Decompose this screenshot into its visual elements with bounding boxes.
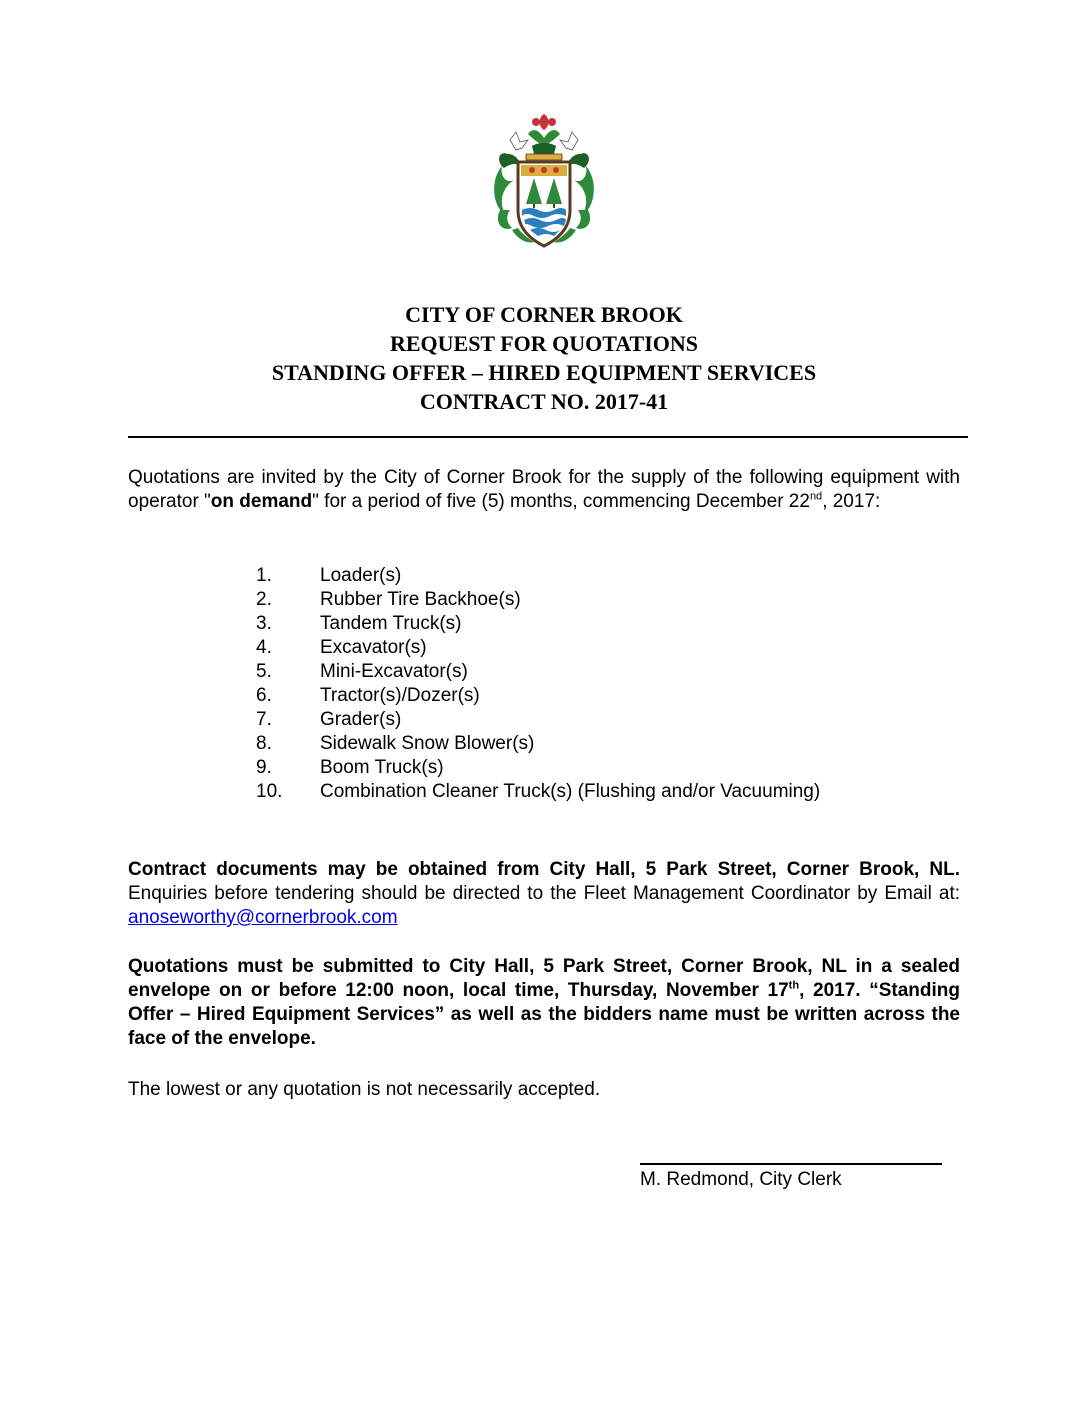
title-line-rfq: REQUEST FOR QUOTATIONS xyxy=(389,331,699,356)
documents-paragraph xyxy=(128,858,960,930)
list-item-number: 3. xyxy=(256,613,272,634)
list-item-number: 4. xyxy=(256,637,272,658)
intro-paragraph xyxy=(128,466,960,514)
submission-text-2: , 2017. “Standing Offer – Hired Equipment Services” as well as the bidders name must be written across the face of the envelope. xyxy=(128,980,960,1049)
crest-left-mantling xyxy=(494,166,514,216)
list-item-text: Sidewalk Snow Blower(s) xyxy=(320,733,535,754)
city-crest-logo xyxy=(488,110,600,252)
list-item-number: 1. xyxy=(256,565,272,586)
intro-text-1: Quotations are invited by the City of Corner Brook for the supply of the following equipment with operator " xyxy=(128,467,960,512)
list-item-number: 8. xyxy=(256,733,272,754)
list-item-text: Mini-Excavator(s) xyxy=(320,661,468,682)
intro-on-demand: on demand xyxy=(210,491,313,512)
crest-left-flower xyxy=(510,132,528,150)
submission-sup: th xyxy=(788,979,800,992)
disclaimer-text: The lowest or any quotation is not necessarily accepted. xyxy=(128,1079,601,1100)
list-item-number: 5. xyxy=(256,661,272,682)
list-item-text: Tractor(s)/Dozer(s) xyxy=(320,685,480,706)
documents-bold-text: Contract documents may be obtained from City Hall, 5 Park Street, Corner Brook, NL. xyxy=(128,859,960,880)
title-block xyxy=(128,300,960,416)
signature-line xyxy=(640,1163,942,1165)
intro-text-3: , 2017: xyxy=(822,491,881,512)
list-item-text: Rubber Tire Backhoe(s) xyxy=(320,589,521,610)
list-item-text: Grader(s) xyxy=(320,709,402,730)
list-item-text: Excavator(s) xyxy=(320,637,427,658)
list-item-text: Boom Truck(s) xyxy=(320,757,444,778)
title-line-city: CITY OF CORNER BROOK xyxy=(405,302,683,327)
title-line-contract-no: CONTRACT NO. 2017-41 xyxy=(419,389,669,414)
list-item-text: Tandem Truck(s) xyxy=(320,613,462,634)
list-item-text: Combination Cleaner Truck(s) (Flushing and/or Vacuuming) xyxy=(320,781,821,802)
list-item-number: 6. xyxy=(256,685,272,706)
signature-name: M. Redmond, City Clerk xyxy=(640,1169,842,1190)
list-item-number: 10. xyxy=(256,781,283,802)
title-line-standing-offer: STANDING OFFER – HIRED EQUIPMENT SERVICES xyxy=(271,360,817,385)
list-item-text: Loader(s) xyxy=(320,565,402,586)
title-divider xyxy=(128,436,968,438)
list-item-number: 9. xyxy=(256,757,272,778)
enquiries-email-link[interactable]: anoseworthy@cornerbrook.com xyxy=(128,907,398,928)
intro-sup: nd xyxy=(809,490,823,503)
crest-right-mantling xyxy=(574,166,594,216)
crest-right-flower xyxy=(560,132,578,150)
list-item-number: 2. xyxy=(256,589,272,610)
intro-text-2: " for a period of five (5) months, commencing December 22 xyxy=(312,491,810,512)
submission-text-1: Quotations must be submitted to City Hall, 5 Park Street, Corner Brook, NL in a sealed envelope on or before 12:00 noon, local time, Thursday, November 17 xyxy=(128,956,960,1001)
documents-text: Enquiries before tendering should be directed to the Fleet Management Coordinator by Email at: xyxy=(128,883,960,904)
submission-bold-text xyxy=(128,956,960,1049)
submission-paragraph xyxy=(128,955,960,1051)
list-item-number: 7. xyxy=(256,709,272,730)
